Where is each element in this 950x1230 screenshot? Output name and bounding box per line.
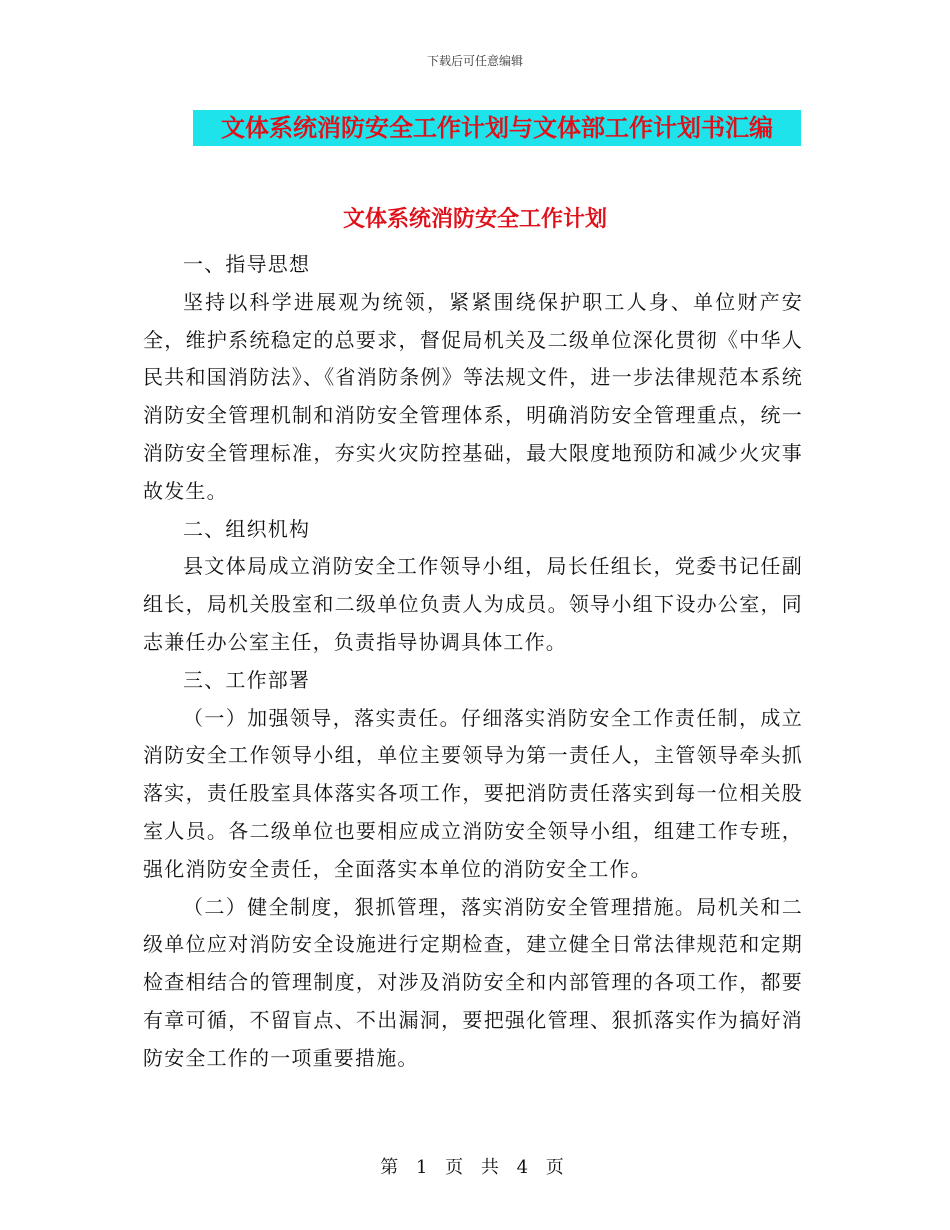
paragraph-guiding-ideology: 坚持以科学进展观为统领，紧紧围绕保护职工人身、单位财产安全，维护系统稳定的总要求，督促局机关及二级单位深化贯彻《中华人民共和国消防法》、《省消防条例》等法规文件，进一步法律规范本系统消防安全管理机制和消防安全管理体系，明确消防安全管理重点，统一消防安全管理标准，夯实火灾防控基础，最大限度地预防和减少火灾事故发生。 bbox=[143, 289, 803, 503]
heading-work-deployment: 三、工作部署 bbox=[183, 667, 311, 692]
paragraph-organization: 县文体局成立消防安全工作领导小组，局长任组长，党委书记任副组长，局机关股室和二级单位负责人为成员。领导小组下设办公室，同志兼任办公室主任，负责指导协调具体工作。 bbox=[143, 554, 803, 654]
paragraph-deployment-1: （一）加强领导，落实责任。仔细落实消防安全工作责任制，成立消防安全工作领导小组，单位主要领导为第一责任人，主管领导牵头抓落实，责任股室具体落实各项工作，要把消防责任落实到每一位相关股室人员。各二级单位也要相应成立消防安全领导小组，组建工作专班，强化消防安全责任，全面落实本单位的消防安全工作。 bbox=[143, 705, 803, 881]
page-number-footer: 第 1 页 共 4 页 bbox=[380, 1157, 570, 1178]
heading-guiding-ideology: 一、指导思想 bbox=[183, 252, 311, 276]
document-main-title: 文体系统消防安全工作计划与文体部工作计划书汇编 bbox=[193, 110, 801, 146]
page-header-note: 下载后可任意编辑 bbox=[426, 54, 523, 68]
document-body bbox=[143, 246, 803, 1078]
paragraph-deployment-2: （二）健全制度，狠抓管理，落实消防安全管理措施。局机关和二级单位应对消防安全设施进行定期检查，建立健全日常法律规范和定期检查相结合的管理制度，对涉及消防安全和内部管理的各项工作，都要有章可循，不留盲点、不出漏洞，要把强化管理、狠抓落实作为搞好消防安全工作的一项重要措施。 bbox=[143, 894, 803, 1070]
heading-organization: 二、组织机构 bbox=[183, 516, 311, 541]
section-title: 文体系统消防安全工作计划 bbox=[342, 206, 607, 232]
